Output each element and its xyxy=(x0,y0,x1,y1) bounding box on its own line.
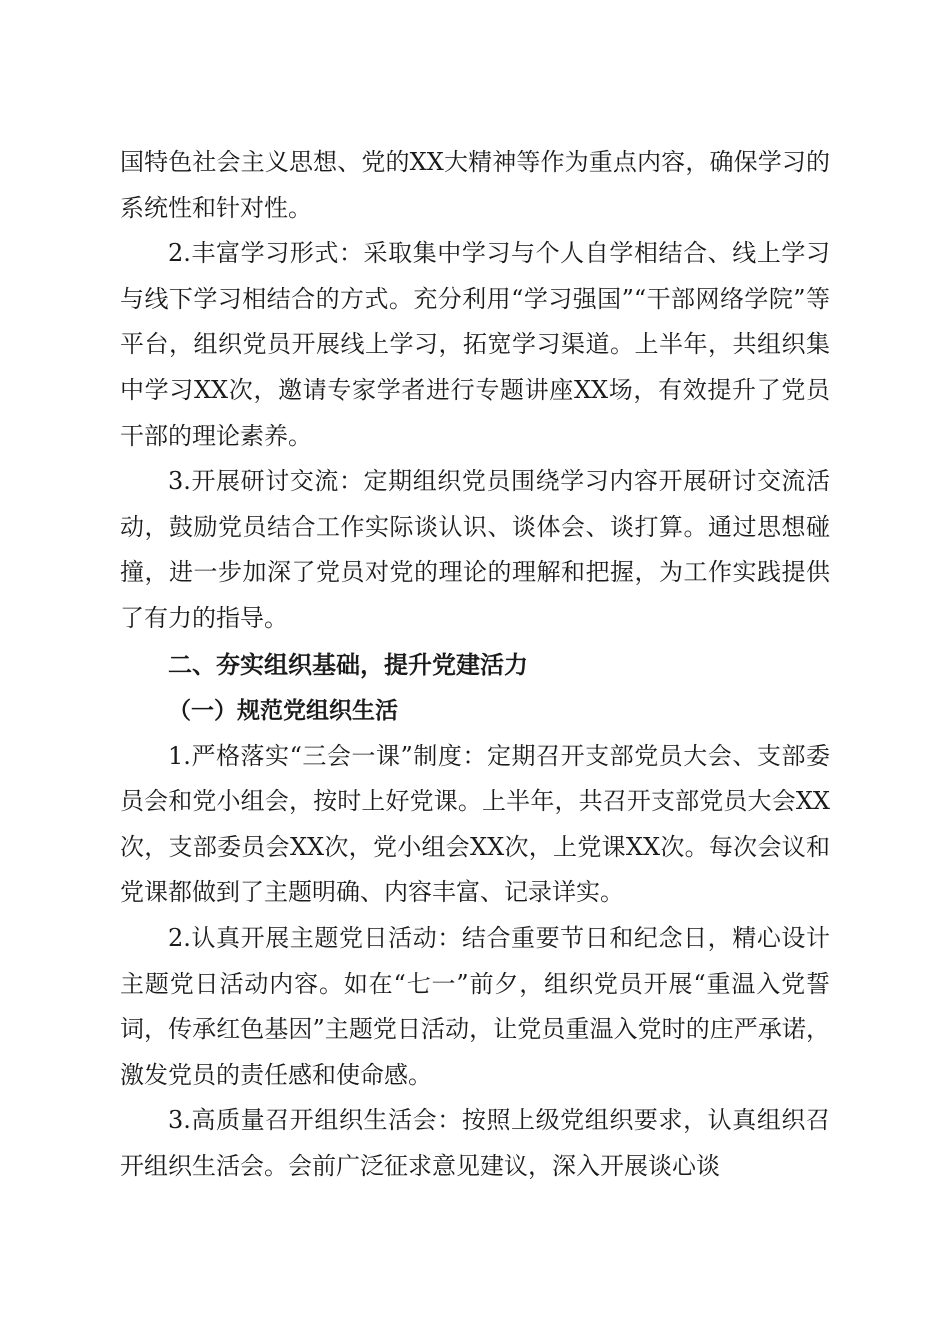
paragraph-learning-forms: 2.丰富学习形式：采取集中学习与个人自学相结合、线上学习与线下学习相结合的方式。充分利用“学习强国”“干部网络学院”等平台，组织党员开展线上学习，拓宽学习渠道。上半年，共组织集中学习XX次，邀请专家学者进行专题讲座XX场，有效提升了党员干部的理论素养。 xyxy=(120,239,830,450)
subsection-heading: （一）规范党组织生活 xyxy=(168,696,398,724)
paragraph-seminar-exchange: 3.开展研讨交流：定期组织党员围绕学习内容开展研讨交流活动，鼓励党员结合工作实际谈认识、谈体会、谈打算。通过思想碰撞，进一步加深了党员对党的理论的理解和把握，为工作实践提供了有力的指导。 xyxy=(120,467,830,632)
document-body xyxy=(120,140,830,1189)
section-heading: 二、夯实组织基础，提升党建活力 xyxy=(168,650,528,679)
paragraph-life-meeting: 3.高质量召开组织生活会：按照上级党组织要求，认真组织召开组织生活会。会前广泛征求意见建议，深入开展谈心谈 xyxy=(120,1106,830,1180)
paragraph-continued: 国特色社会主义思想、党的XX大精神等作为重点内容，确保学习的系统性和针对性。 xyxy=(120,148,830,222)
paragraph-three-meetings: 1.严格落实“三会一课”制度：定期召开支部党员大会、支部委员会和党小组会，按时上好党课。上半年，共召开支部党员大会XX次，支部委员会XX次，党小组会XX次，上党课XX次。每次会议和党课都做到了主题明确、内容丰富、记录详实。 xyxy=(120,741,830,907)
paragraph-party-day: 2.认真开展主题党日活动：结合重要节日和纪念日，精心设计主题党日活动内容。如在“七一”前夕，组织党员开展“重温入党誓词，传承红色基因”主题党日活动，让党员重温入党时的庄严承诺，激发党员的责任感和使命感。 xyxy=(120,923,830,1089)
